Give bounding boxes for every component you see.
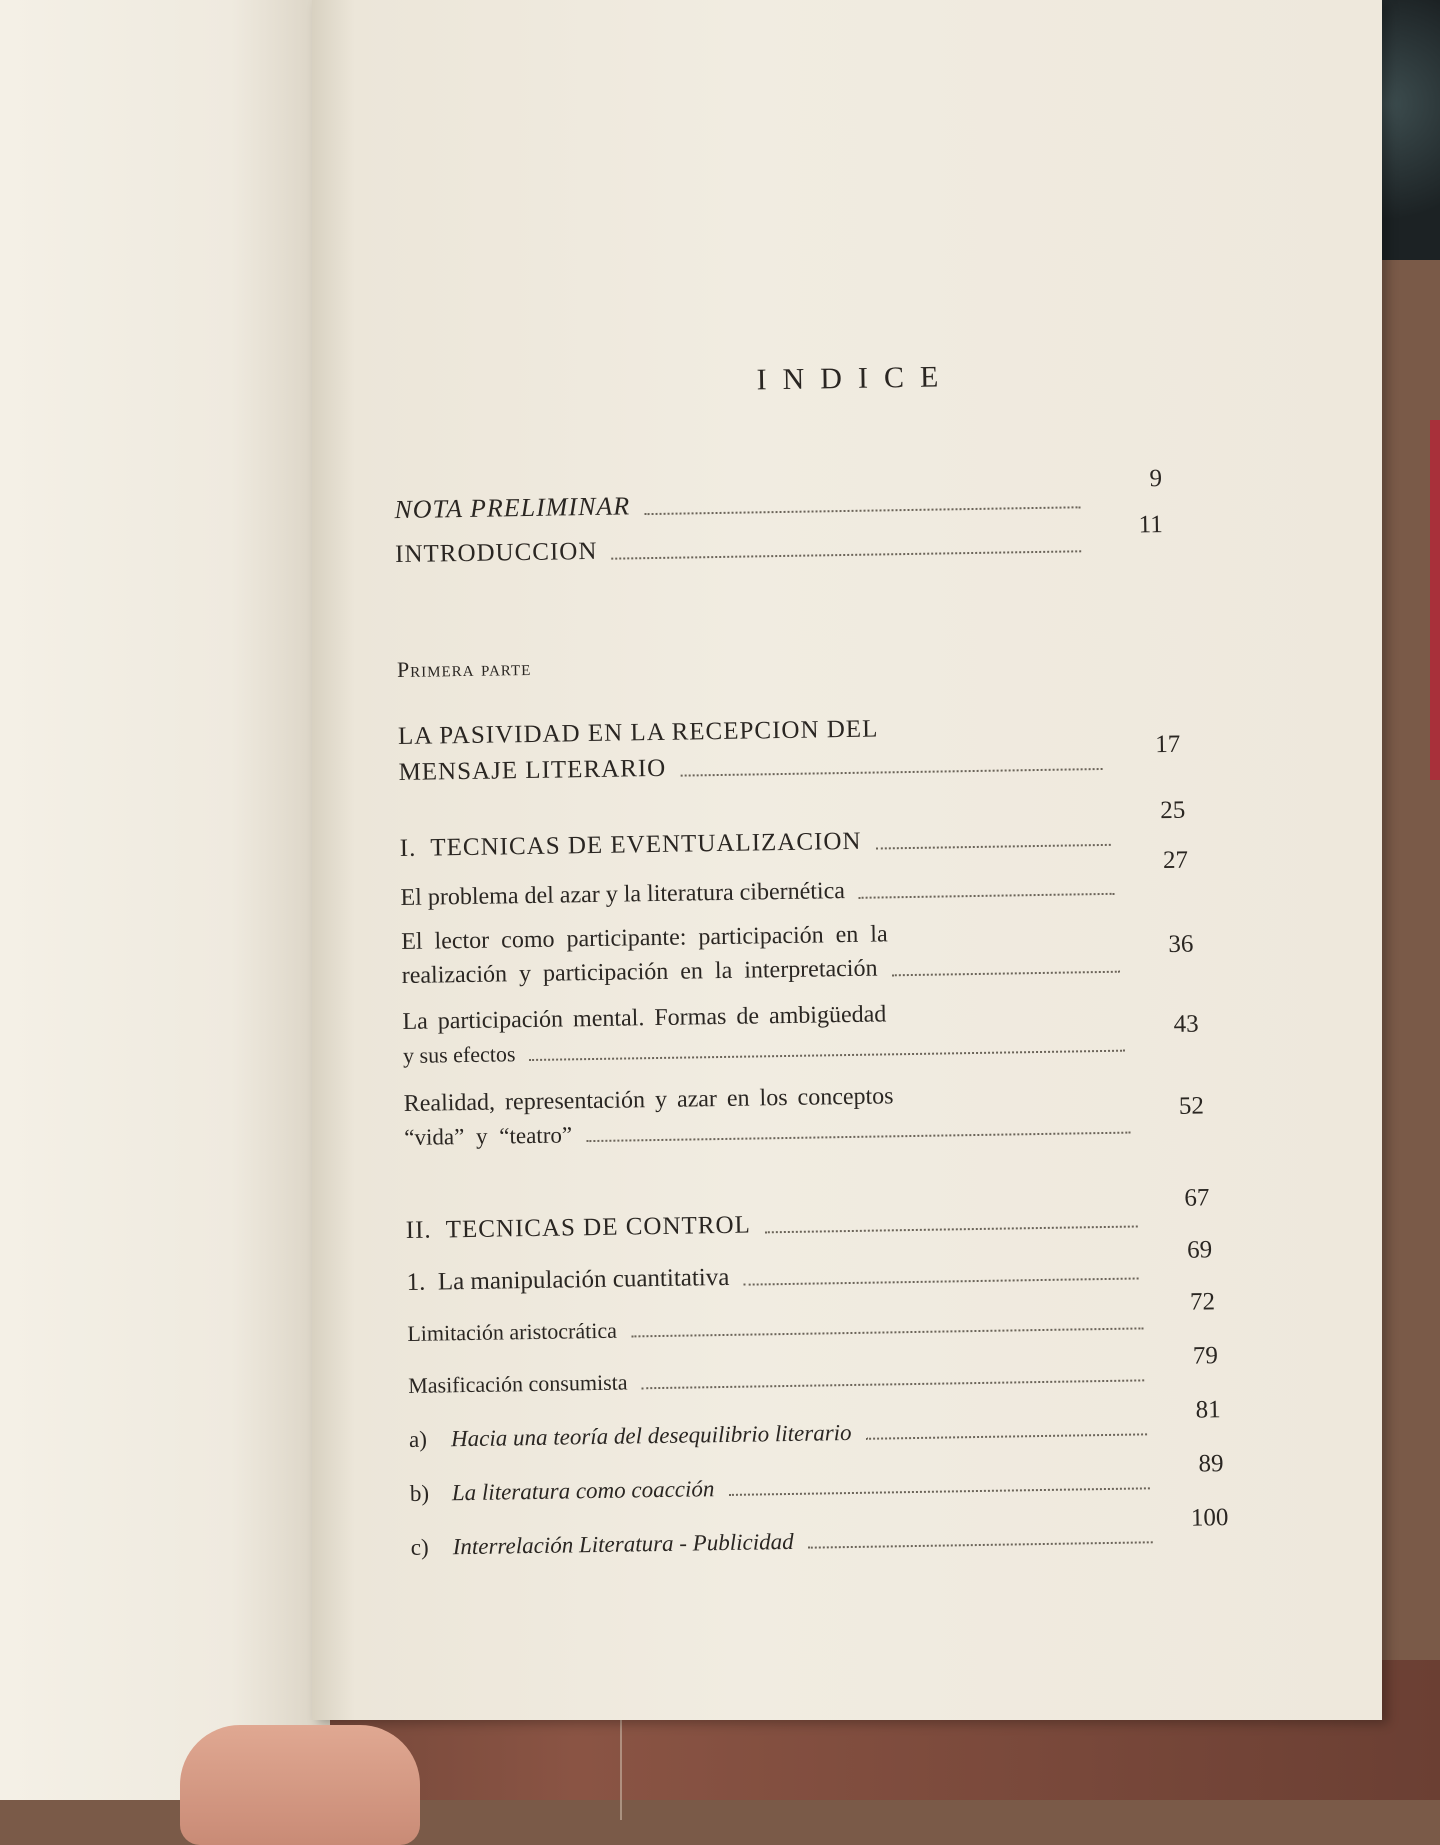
toc-entry-page: 43 <box>1173 1010 1199 1038</box>
right-page <box>312 0 1382 1720</box>
toc-entry-label: MENSAJE LITERARIO <box>398 754 667 787</box>
toc-entry-label-line1: La participación mental. Formas de ambigüedad <box>402 1001 887 1036</box>
toc-entry-label-line1: LA PASIVIDAD EN LA RECEPCION DEL <box>397 715 879 751</box>
toc-entry <box>411 1523 1167 1561</box>
toc-entry-label: Masificación consumista <box>408 1369 628 1398</box>
leader-dots <box>859 892 1115 899</box>
toc-entry-label: Hacia una teoría del desequilibrio literario <box>450 1420 852 1452</box>
leader-dots <box>765 1224 1138 1233</box>
section-label: Primera parte <box>396 654 532 683</box>
toc-entry-page: 52 <box>1178 1092 1205 1120</box>
toc-entry-label: La literatura como coacción <box>451 1476 715 1506</box>
toc-entry-label: Interrelación Literatura - Publicidad <box>452 1528 794 1560</box>
toc-entry <box>394 484 1094 525</box>
leader-dots <box>586 1131 1130 1143</box>
toc-entry <box>410 1469 1164 1507</box>
toc-entry-page: 69 <box>1186 1236 1213 1264</box>
toc-entry <box>406 1205 1152 1245</box>
toc-entry <box>408 1361 1158 1399</box>
toc-entry-label: INTRODUCCION <box>394 537 598 569</box>
leader-dots <box>631 1326 1143 1337</box>
leader-dots <box>808 1540 1153 1548</box>
leader-dots <box>866 1432 1147 1439</box>
toc-entry-page: 89 <box>1198 1450 1224 1478</box>
leader-dots <box>529 1049 1125 1061</box>
toc-entry-label: I. TECNICAS DE EVENTUALIZACION <box>399 827 862 863</box>
toc-entry-page: 27 <box>1162 846 1189 875</box>
toc-entry-label: realización y participación en la interpretación <box>401 955 878 990</box>
toc-entry-page: 25 <box>1160 796 1186 825</box>
leader-dots <box>728 1486 1149 1496</box>
toc-entry-page: 79 <box>1192 1342 1219 1370</box>
toc-entry <box>404 1113 1144 1151</box>
toc-entry-page: 9 <box>1149 465 1163 493</box>
toc-entry-label: 1. La manipulación cuantitativa <box>406 1263 730 1296</box>
leader-dots <box>680 767 1102 777</box>
leader-dots <box>644 505 1080 515</box>
toc-entry-enum: c) <box>410 1534 429 1560</box>
toc-entry-label: II. TECNICAS DE CONTROL <box>405 1211 751 1244</box>
toc-entry <box>406 1257 1152 1297</box>
left-page <box>0 0 330 1800</box>
toc-entry <box>400 824 1125 863</box>
toc-entry-label: NOTA PRELIMINAR <box>394 491 631 525</box>
page-title: INDICE <box>756 360 955 397</box>
toc-entry <box>409 1415 1161 1453</box>
toc-entry-label: El problema del azar y la literatura cibernética <box>400 878 846 912</box>
toc-entry <box>407 1309 1157 1347</box>
toc-entry-page: 17 <box>1155 730 1181 759</box>
toc-entry-enum: b) <box>409 1480 430 1506</box>
finger <box>180 1725 420 1845</box>
toc-entry-page: 81 <box>1195 1396 1221 1424</box>
toc-entry-label: y sus efectos <box>402 1041 516 1068</box>
toc-entry-page: 11 <box>1138 511 1163 539</box>
leader-dots <box>876 843 1111 850</box>
toc-entry-page: 36 <box>1168 930 1194 958</box>
leader-dots <box>892 970 1120 977</box>
toc-entry <box>400 874 1128 912</box>
toc-entry <box>395 530 1095 569</box>
toc-entry <box>403 1031 1139 1069</box>
toc-entry-enum: a) <box>408 1426 428 1452</box>
leader-dots <box>611 549 1081 559</box>
toc-entry-label-line1: El lector como participante: participación en la <box>401 921 888 956</box>
table-of-contents <box>299 0 1396 1728</box>
toc-entry-page: 100 <box>1190 1504 1229 1532</box>
toc-entry <box>398 748 1116 787</box>
red-book-edge <box>1430 420 1440 780</box>
toc-entry-label: “vida” y “teatro” <box>404 1122 573 1150</box>
toc-entry-page: 72 <box>1189 1288 1216 1316</box>
leader-dots <box>743 1276 1138 1285</box>
toc-entry-label: Limitación aristocrática <box>407 1317 618 1346</box>
toc-entry-page: 67 <box>1184 1184 1210 1212</box>
toc-entry <box>402 952 1134 990</box>
toc-entry-label-line1: Realidad, representación y azar en los conceptos <box>403 1083 894 1117</box>
leader-dots <box>642 1378 1145 1389</box>
